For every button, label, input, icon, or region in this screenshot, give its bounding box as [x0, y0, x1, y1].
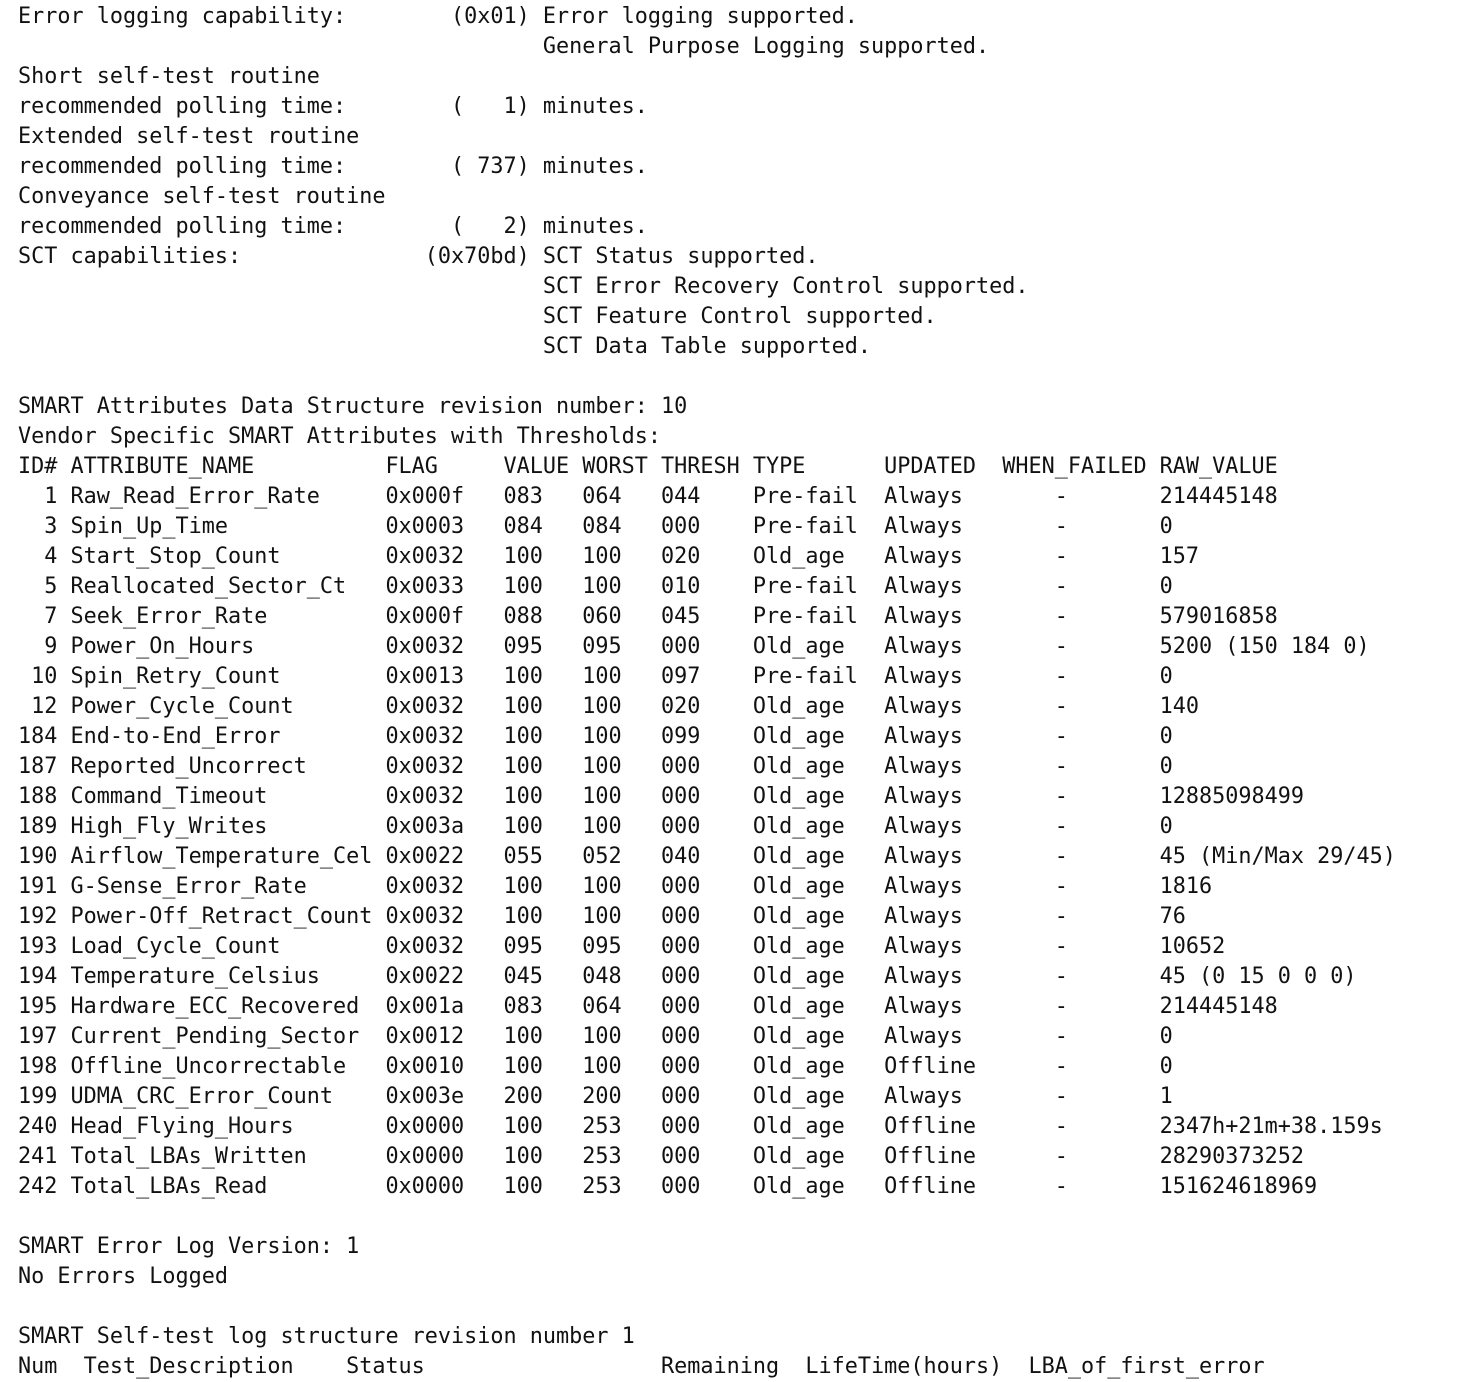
table-row: 188 Command_Timeout 0x0032 100 100 000 Old_age Always - 12885098499 — [18, 784, 1305, 809]
terminal-line: recommended polling time: ( 2) minutes. — [18, 214, 648, 239]
terminal-line: SCT Error Recovery Control supported. — [18, 274, 1029, 299]
terminal-line: Error logging capability: (0x01) Error logging supported. — [18, 4, 858, 29]
table-row: 198 Offline_Uncorrectable 0x0010 100 100 000 Old_age Offline - 0 — [18, 1054, 1173, 1079]
terminal-line: recommended polling time: ( 1) minutes. — [18, 94, 648, 119]
table-row: 195 Hardware_ECC_Recovered 0x001a 083 064 000 Old_age Always - 214445148 — [18, 994, 1278, 1019]
terminal-output[interactable] — [18, 2, 1396, 1379]
terminal-line: SMART Attributes Data Structure revision number: 10 — [18, 394, 688, 419]
terminal-line — [18, 1202, 1396, 1232]
table-row: 3 Spin_Up_Time 0x0003 084 084 000 Pre-fail Always - 0 — [18, 514, 1173, 539]
terminal-line: General Purpose Logging supported. — [18, 34, 990, 59]
terminal-line: SCT Data Table supported. — [18, 334, 871, 359]
terminal-line: Conveyance self-test routine — [18, 184, 386, 209]
terminal-line: Extended self-test routine — [18, 124, 360, 149]
table-row: 9 Power_On_Hours 0x0032 095 095 000 Old_age Always - 5200 (150 184 0) — [18, 634, 1370, 659]
table-row: 189 High_Fly_Writes 0x003a 100 100 000 Old_age Always - 0 — [18, 814, 1173, 839]
terminal-line: No Errors Logged — [18, 1264, 228, 1289]
terminal-line: SCT capabilities: (0x70bd) SCT Status supported. — [18, 244, 819, 269]
table-header: ID# ATTRIBUTE_NAME FLAG VALUE WORST THRESH TYPE UPDATED WHEN_FAILED RAW_VALUE — [18, 454, 1278, 479]
terminal-line: recommended polling time: ( 737) minutes. — [18, 154, 648, 179]
table-row: 194 Temperature_Celsius 0x0022 045 048 000 Old_age Always - 45 (0 15 0 0 0) — [18, 964, 1357, 989]
table-row: 193 Load_Cycle_Count 0x0032 095 095 000 Old_age Always - 10652 — [18, 934, 1226, 959]
terminal-line: Vendor Specific SMART Attributes with Thresholds: — [18, 424, 662, 449]
terminal-line: Short self-test routine — [18, 64, 333, 89]
table-row: 241 Total_LBAs_Written 0x0000 100 253 000 Old_age Offline - 28290373252 — [18, 1144, 1305, 1169]
terminal-line: SMART Error Log Version: 1 — [18, 1234, 360, 1259]
table-row: 4 Start_Stop_Count 0x0032 100 100 020 Old_age Always - 157 — [18, 544, 1200, 569]
terminal-line: SCT Feature Control supported. — [18, 304, 937, 329]
table-row: 197 Current_Pending_Sector 0x0012 100 100 000 Old_age Always - 0 — [18, 1024, 1173, 1049]
table-row: 184 End-to-End_Error 0x0032 100 100 099 Old_age Always - 0 — [18, 724, 1173, 749]
table-row: 12 Power_Cycle_Count 0x0032 100 100 020 Old_age Always - 140 — [18, 694, 1200, 719]
selftest-table-header: Num Test_Description Status Remaining LifeTime(hours) LBA_of_first_error — [18, 1354, 1265, 1379]
table-row: 242 Total_LBAs_Read 0x0000 100 253 000 Old_age Offline - 151624618969 — [18, 1174, 1318, 1199]
table-row: 5 Reallocated_Sector_Ct 0x0033 100 100 010 Pre-fail Always - 0 — [18, 574, 1173, 599]
table-row: 1 Raw_Read_Error_Rate 0x000f 083 064 044 Pre-fail Always - 214445148 — [18, 484, 1278, 509]
table-row: 240 Head_Flying_Hours 0x0000 100 253 000 Old_age Offline - 2347h+21m+38.159s — [18, 1114, 1383, 1139]
table-row: 7 Seek_Error_Rate 0x000f 088 060 045 Pre-fail Always - 579016858 — [18, 604, 1278, 629]
table-row: 199 UDMA_CRC_Error_Count 0x003e 200 200 000 Old_age Always - 1 — [18, 1084, 1173, 1109]
table-row: 187 Reported_Uncorrect 0x0032 100 100 000 Old_age Always - 0 — [18, 754, 1173, 779]
table-row: 192 Power-Off_Retract_Count 0x0032 100 100 000 Old_age Always - 76 — [18, 904, 1186, 929]
table-row: 10 Spin_Retry_Count 0x0013 100 100 097 Pre-fail Always - 0 — [18, 664, 1173, 689]
terminal-line: SMART Self-test log structure revision number 1 — [18, 1324, 635, 1349]
terminal-line — [18, 362, 1396, 392]
terminal-line — [18, 1292, 1396, 1322]
table-row: 191 G-Sense_Error_Rate 0x0032 100 100 000 Old_age Always - 1816 — [18, 874, 1213, 899]
table-row: 190 Airflow_Temperature_Cel 0x0022 055 052 040 Old_age Always - 45 (Min/Max 29/45) — [18, 844, 1396, 869]
